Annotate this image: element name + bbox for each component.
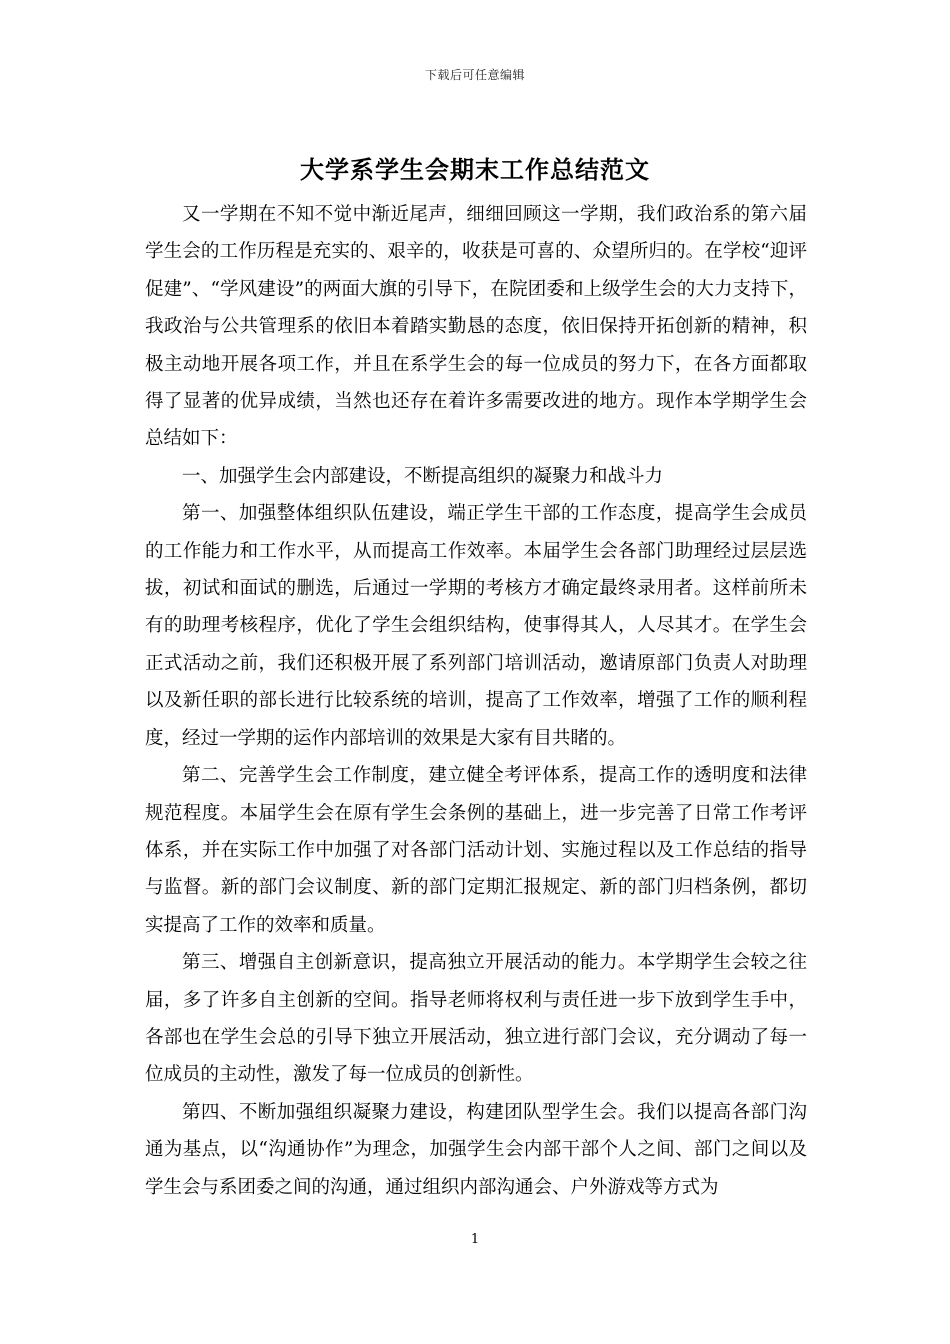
- paragraph-third: 第三、增强自主创新意识，提高独立开展活动的能力。本学期学生会较之往届，多了许多自主创新的空间。指导老师将权利与责任进一步下放到学生手中，各部也在学生会总的引导下独立开展活动，独立进行部门会议，充分调动了每一位成员的主动性，激发了每一位成员的创新性。: [145, 952, 807, 1086]
- header-note: 下载后可任意编辑: [424, 68, 525, 82]
- paragraph-second: 第二、完善学生会工作制度，建立健全考评体系，提高工作的透明度和法律规范程度。本届学生会在原有学生会条例的基础上，进一步完善了日常工作考评体系，并在实际工作中加强了对各部门活动计划、实施过程以及工作总结的指导与监督。新的部门会议制度、新的部门定期汇报规定、新的部门归档条例，都切实提高了工作的效率和质量。: [145, 765, 807, 936]
- paragraph-fourth: 第四、不断加强组织凝聚力建设，构建团队型学生会。我们以提高各部门沟通为基点，以“沟通协作”为理念，加强学生会内部干部个人之间、部门之间以及学生会与系团委之间的沟通，通过组织内部沟通会、户外游戏等方式为: [145, 1101, 807, 1198]
- intro-paragraph: 又一学期在不知不觉中渐近尾声，细细回顾这一学期，我们政治系的第六届学生会的工作历程是充实的、艰辛的，收获是可喜的、众望所归的。在学校“迎评促建”、“学风建设”的两面大旗的引导下，在院团委和上级学生会的大力支持下，我政治与公共管理系的依旧本着踏实勤恳的态度，依旧保持开拓创新的精神，积极主动地开展各项工作，并且在系学生会的每一位成员的努力下，在各方面都取得了显著的优异成绩，当然也还存在着许多需要改进的地方。现作本学期学生会总结如下：: [145, 204, 807, 450]
- page-number: 1: [470, 1232, 480, 1247]
- paragraph-first: 第一、加强整体组织队伍建设，端正学生干部的工作态度，提高学生会成员的工作能力和工作水平，从而提高工作效率。本届学生会各部门助理经过层层选拔，初试和面试的删选，后通过一学期的考核方才确定最终录用者。这样前所未有的助理考核程序，优化了学生会组织结构，使事得其人，人尽其才。在学生会正式活动之前，我们还积极开展了系列部门培训活动，邀请原部门负责人对助理以及新任职的部长进行比较系统的培训，提高了工作效率，增强了工作的顺利程度，经过一学期的运作内部培训的效果是大家有目共睹的。: [145, 503, 807, 749]
- document-body: [145, 196, 807, 1206]
- document-title: 大学系学生会期末工作总结范文: [300, 156, 650, 184]
- section-heading: 一、加强学生会内部建设，不断提高组织的凝聚力和战斗力: [182, 465, 664, 487]
